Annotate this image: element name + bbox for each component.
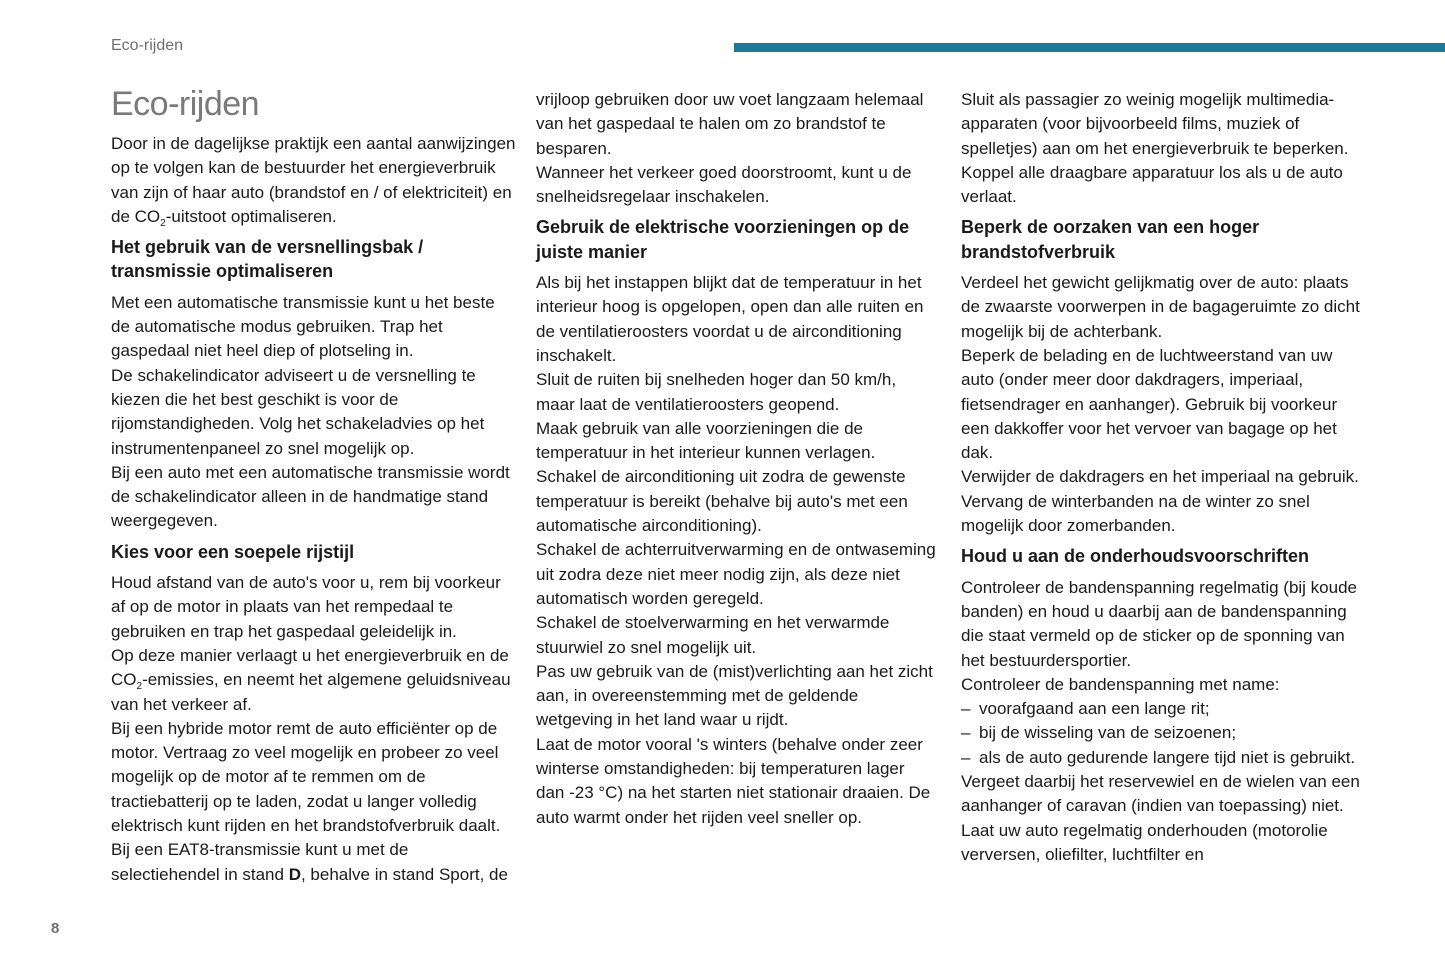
list-item: – bij de wisseling van de seizoenen;: [961, 721, 1361, 745]
section-header-label: Eco-rijden: [111, 37, 184, 54]
paragraph: Schakel de airconditioning uit zodra de gewenste temperatuur is bereikt (behalve bij auto's met een automatische airconditioning).: [536, 467, 908, 536]
dash-bullet: –: [961, 747, 971, 767]
heading-driving-style: Kies voor een soepele rijstijl: [111, 541, 355, 562]
column-right: [961, 88, 1361, 867]
paragraph: Schakel de stoelverwarming en het verwarmde stuurwiel zo snel mogelijk uit.: [536, 613, 890, 657]
column-left: [111, 84, 516, 887]
paragraph: Sluit de ruiten bij snelheden hoger dan 50 km/h, maar laat de ventilatieroosters geopend.: [536, 370, 897, 414]
page-number: 8: [51, 920, 60, 937]
intro-paragraph: Door in de dagelijkse praktijk een aantal aanwijzingen op te volgen kan de bestuurder het energieverbruik van zijn of haar auto (brandstof en / of elektriciteit) en de $CO_2$-uitstoot optimaliseren.: [111, 134, 516, 229]
paragraph: Verdeel het gewicht gelijkmatig over de auto: plaats de zwaarste voorwerpen in de bagageruimte zo dicht mogelijk bij de achterbank.: [961, 273, 1360, 341]
paragraph: Laat uw auto regelmatig onderhouden (motorolie verversen, oliefilter, luchtfilter en: [961, 820, 1328, 864]
paragraph: Beperk de belading en de luchtweerstand van uw auto (onder meer door dakdragers, imperiaal, fietsendrager en aanhanger). Gebruik bij voorkeur een dakkoffer voor het vervoer van bagage op het dak.: [961, 345, 1338, 463]
paragraph: Vergeet daarbij het reservewiel en de wielen van een aanhanger of caravan (indien van toepassing) niet.: [961, 772, 1360, 816]
paragraph: vrijloop gebruiken door uw voet langzaam helemaal van het gaspedaal te halen om zo brandstof te besparen.: [536, 90, 924, 158]
paragraph: Schakel de achterruitverwarming en de ontwaseming uit zodra deze niet meer nodig zijn, als deze niet automatisch worden geregeld.: [536, 540, 936, 608]
paragraph: De schakelindicator adviseert u de versnelling te kiezen die het best geschikt is voor de rijomstandigheden. Volg het schakeladvies op het instrumentenpaneel zo snel mogelijk op.: [111, 365, 485, 458]
paragraph: Op deze manier verlaagt u het energieverbruik en de $CO_2$-emissies, en neemt het algemene geluidsniveau van het verkeer af.: [111, 645, 511, 714]
list-item: – als de auto gedurende langere tijd niet is gebruikt.: [961, 746, 1361, 770]
paragraph: Bij een hybride motor remt de auto efficiënter op de motor. Vertraag zo veel mogelijk en probeer zo veel mogelijk op de motor af te remmen om de tractiebatterij op te laden, zodat u langer volledig elektrisch kunt rijden en het brandstofverbruik daalt.: [111, 718, 501, 836]
paragraph: Verwijder de dakdragers en het imperiaal na gebruik.: [961, 467, 1359, 487]
list-item: – voorafgaand aan een lange rit;: [961, 697, 1361, 721]
header-accent-bar: [734, 43, 1445, 52]
column-middle: [536, 88, 936, 830]
paragraph: Controleer de bandenspanning regelmatig (bij koude banden) en houd u daarbij aan de bandenspanning die staat vermeld op de sticker op de sponning van het bestuurdersportier.: [961, 577, 1357, 670]
dash-bullet: –: [961, 723, 971, 743]
paragraph: Bij een auto met een automatische transmissie wordt de schakelindicator alleen in de handmatige stand weergegeven.: [111, 462, 510, 531]
paragraph: Pas uw gebruik van de (mist)verlichting aan het zicht aan, in overeenstemming met de geldende wetgeving in het land waar u rijdt.: [536, 661, 933, 730]
paragraph: Controleer de bandenspanning met name:: [961, 674, 1280, 694]
heading-fuel-causes: Beperk de oorzaken van een hoger brandstofverbruik: [961, 217, 1260, 262]
paragraph: Wanneer het verkeer goed doorstroomt, kunt u de snelheidsregelaar inschakelen.: [536, 162, 912, 207]
heading-maintenance: Houd u aan de onderhoudsvoorschriften: [961, 546, 1310, 567]
dash-bullet: –: [961, 699, 971, 719]
page-title: Eco-rijden: [111, 85, 260, 123]
paragraph: Met een automatische transmissie kunt u het beste de automatische modus gebruiken. Trap het gaspedaal niet heel diep of plotseling in.: [111, 292, 495, 361]
paragraph: Als bij het instappen blijkt dat de temperatuur in het interieur hoog is opgelopen, open dan alle ruiten en de ventilatieroosters voordat u de airconditioning inschakelt.: [536, 273, 924, 365]
paragraph: Sluit als passagier zo weinig mogelijk multimedia-apparaten (voor bijvoorbeeld films, muziek of spelletjes) aan om het energieverbruik te beperken.: [961, 90, 1349, 158]
paragraph: Houd afstand van de auto's voor u, rem bij voorkeur af op de motor in plaats van het rempedaal te gebruiken en trap het gaspedaal geleidelijk in.: [111, 573, 501, 641]
paragraph: Maak gebruik van alle voorzieningen die de temperatuur in het interieur kunnen verlagen.: [536, 418, 876, 463]
paragraph: Koppel alle draagbare apparatuur los als u de auto verlaat.: [961, 162, 1343, 207]
heading-electrical: Gebruik de elektrische voorzieningen op de juiste manier: [536, 217, 910, 262]
paragraph: Bij een EAT8-transmissie kunt u met de selectiehendel in stand D, behalve in stand Sport, de: [111, 840, 508, 884]
heading-gearbox: Het gebruik van de versnellingsbak / transmissie optimaliseren: [111, 237, 424, 282]
paragraph: Vervang de winterbanden na de winter zo snel mogelijk door zomerbanden.: [961, 491, 1310, 536]
paragraph: Laat de motor vooral 's winters (behalve onder zeer winterse omstandigheden: bij temperaturen lager dan -23 °C) na het starten niet stationair draaien. De auto warmt onder het rijden veel sneller op.: [536, 734, 931, 827]
